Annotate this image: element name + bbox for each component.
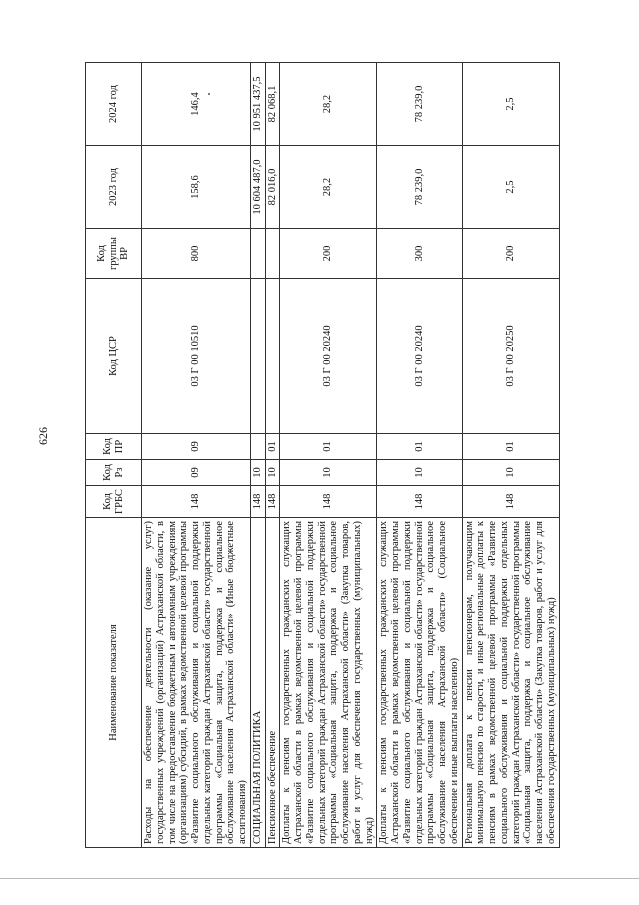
row-vr <box>265 229 280 279</box>
row-2024: 82 068,1 <box>265 63 280 146</box>
header-name: Наименование показателя <box>86 518 142 848</box>
row-csr: 03 Г 00 20240 <box>280 279 377 434</box>
rotated-table-container <box>85 63 555 848</box>
row-2024: 78 239,0 <box>377 63 462 146</box>
row-grbs: 148 <box>142 486 251 518</box>
row-2024: 2,5 <box>462 63 559 146</box>
row-rz: 10 <box>462 460 559 486</box>
row-pr: 01 <box>265 434 280 460</box>
row-csr: 03 Г 00 10510 <box>142 279 251 434</box>
table-row <box>142 63 251 848</box>
row-2024: 28,2 <box>280 63 377 146</box>
row-vr: 200 <box>280 229 377 279</box>
row-2023: 10 604 487,0 <box>250 146 265 229</box>
row-csr <box>265 279 280 434</box>
row-csr: 03 Г 00 20240 <box>377 279 462 434</box>
row-vr: 800 <box>142 229 251 279</box>
header-grbs: Код ГРБС <box>86 486 142 518</box>
row-pr: 01 <box>280 434 377 460</box>
row-name: Доплаты к пенсиям государственных гражданских служащих Астраханской области в рамках ведомственной целевой программы «Развитие социального обслуживания и социальной поддержки отдельных категорий граждан Астраханской области» государственной программы «Социальная защита, поддержка и социальное обслуживание населения Астраханской области» (Закупка товаров, работ и услуг для обеспечения государственных (муниципальных) нужд) <box>280 518 377 848</box>
row-csr: 03 Г 00 20250 <box>462 279 559 434</box>
row-rz: 09 <box>142 460 251 486</box>
row-pr <box>250 434 265 460</box>
row-2024: 10 951 437,5 <box>250 63 265 146</box>
header-vr: Код группы ВР <box>86 229 142 279</box>
budget-table <box>85 62 560 848</box>
row-vr: 300 <box>377 229 462 279</box>
header-2024: 2024 год <box>86 63 142 146</box>
row-vr <box>250 229 265 279</box>
table-row <box>377 63 462 848</box>
row-2023: 28,2 <box>280 146 377 229</box>
row-2023: 78 239,0 <box>377 146 462 229</box>
row-name: Региональная доплата к пенсии пенсионерам, получающим минимальную пенсию по старости, и иные региональные доплаты к пенсиям в рамках ведомственной целевой программы «Развитие социального обслуживания и социальной поддержки отдельных категорий граждан Астраханской области» государственной программы «Социальная защита, поддержка и социальное обслуживание населения Астраханской области» (Закупка товаров, работ и услуг для обеспечения государственных (муниципальных) нужд) <box>462 518 559 848</box>
row-2023: 2,5 <box>462 146 559 229</box>
header-2023: 2023 год <box>86 146 142 229</box>
row-2023: 158,6 <box>142 146 251 229</box>
row-pr: 09 <box>142 434 251 460</box>
row-rz: 10 <box>280 460 377 486</box>
row-pr: 01 <box>462 434 559 460</box>
row-rz: 10 <box>265 460 280 486</box>
page-bottom-edge <box>0 878 639 879</box>
table-row <box>250 63 265 848</box>
table-row <box>462 63 559 848</box>
row-grbs: 148 <box>462 486 559 518</box>
row-2024: 146,4 <box>142 63 251 146</box>
row-grbs: 148 <box>377 486 462 518</box>
row-vr: 200 <box>462 229 559 279</box>
row-name: СОЦИАЛЬНАЯ ПОЛИТИКА <box>250 518 265 848</box>
row-grbs: 148 <box>250 486 265 518</box>
row-pr: 01 <box>377 434 462 460</box>
page-number: 626 <box>36 427 50 445</box>
table-row <box>265 63 280 848</box>
header-rz: Код Рз <box>86 460 142 486</box>
row-csr <box>250 279 265 434</box>
row-name: Расходы на обеспечение деятельности (оказание услуг) государственных учреждений (организаций) Астраханской области, в том числе на предоставление бюджетным и автономным учреждениям (организациям) субсидий, в рамках ведомственной целевой программы «Развитие социального обслуживания и социальной поддержки отдельных категорий граждан Астраханской области» государственной программы «Социальная защита, поддержка и социальное обслуживание населения Астраханской области» (Иные бюджетные ассигнования) <box>142 518 251 848</box>
row-grbs: 148 <box>265 486 280 518</box>
row-rz: 10 <box>250 460 265 486</box>
row-grbs: 148 <box>280 486 377 518</box>
row-rz: 10 <box>377 460 462 486</box>
row-name: Доплаты к пенсиям государственных гражданских служащих Астраханской области в рамках ведомственной целевой программы «Развитие социального обслуживания и социальной поддержки отдельных категорий граждан Астраханской области» государственной программы «Социальная защита, поддержка и социальное обслуживание населения Астраханской области» (Социальное обеспечение и иные выплаты населению) <box>377 518 462 848</box>
row-2023: 82 016,0 <box>265 146 280 229</box>
header-csr: Код ЦСР <box>86 279 142 434</box>
header-pr: Код ПР <box>86 434 142 460</box>
table-row <box>280 63 377 848</box>
table-header-row <box>86 63 142 848</box>
row-name: Пенсионное обеспечение <box>265 518 280 848</box>
